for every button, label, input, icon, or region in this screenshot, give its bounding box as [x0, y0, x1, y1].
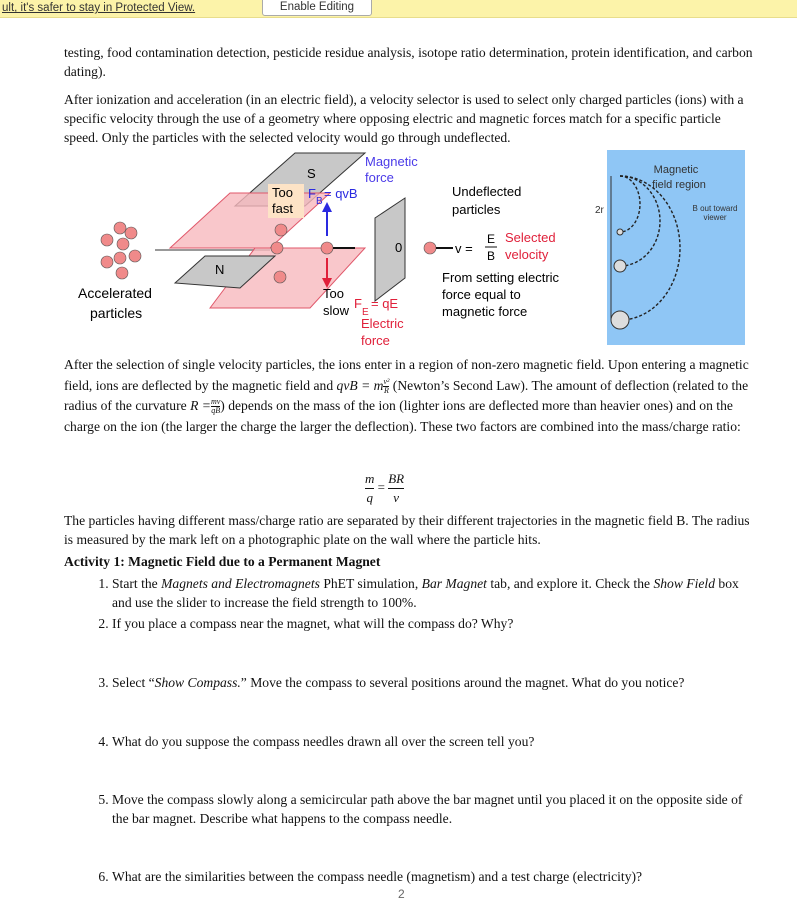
- enable-editing-button[interactable]: Enable Editing: [262, 0, 372, 16]
- too-slow-2: slow: [323, 303, 350, 318]
- n-label: N: [215, 262, 225, 277]
- from-3: magnetic force: [442, 304, 528, 319]
- from-2: force equal to: [442, 287, 521, 302]
- field-region-2: field region: [652, 179, 706, 191]
- t: box and use the slider to increase the field strength to 100%.: [112, 576, 739, 610]
- activity-list-3: [64, 673, 752, 692]
- protected-view-banner: [0, 0, 797, 18]
- frac-den: R: [383, 385, 389, 395]
- b-out-1: B out toward: [692, 204, 738, 213]
- accelerated-particles-cluster: [101, 222, 141, 279]
- activity-list-5: [64, 790, 752, 828]
- p3-text-b: (Newton’s Second Law). The amount of deflection (related to the radius of the curvature: [64, 377, 749, 413]
- t: Start the: [112, 576, 162, 591]
- t: ” Move the compass to several positions around the magnet. What do you notice?: [240, 675, 685, 690]
- ratio-br: BR: [388, 470, 404, 489]
- selected-1: Selected: [505, 230, 556, 245]
- eq-qvb: qvB = m: [336, 377, 384, 393]
- slit-label: 0: [395, 240, 403, 255]
- magnetic-force-label-1: Magnetic: [365, 154, 418, 169]
- ratio-q: q: [366, 490, 373, 505]
- t: If you place a compass near the magnet, what will the compass do? Why?: [112, 616, 514, 631]
- t: PhET simulation,: [319, 576, 422, 591]
- too-fast-1: Too: [272, 185, 293, 200]
- fb-eq: = qvB: [324, 186, 358, 201]
- list-item: 6. What are the similarities between the compass needle (magnetism) and a test charge (electricity)?: [112, 867, 752, 886]
- t: Magnets and Electromagnets: [161, 576, 320, 591]
- field-region-1: Magnetic: [653, 164, 699, 176]
- p3-text-a: After the selection of single velocity particles, the ions enter in a region of non-zero magnetic field. Upon entering a magnetic field, ions are deflected by the magnetic field and: [64, 357, 749, 393]
- t: Show Field: [653, 576, 715, 591]
- v-num: E: [487, 232, 496, 246]
- too-slow-1: Too: [323, 286, 344, 301]
- fb-label: F: [308, 186, 316, 201]
- list-item: [112, 574, 752, 612]
- undeflected-1: Undeflected: [452, 184, 522, 199]
- paragraph-1: testing, food contamination detection, pesticide residue analysis, isotope ratio determination, protein identification, and carbon dating).: [64, 45, 753, 79]
- frac-mv-qb: [211, 398, 220, 415]
- ratio-m: m: [365, 470, 374, 489]
- mass-charge-ratio-equation: [365, 470, 404, 507]
- list-item: [112, 614, 752, 633]
- fe-sub: E: [362, 307, 369, 318]
- paragraph-2: After ionization and acceleration (in an electric field), a velocity selector is used to select only charged particles (ions) with a specific velocity through the use of a geometry where opposing electric and magnetic forces match for a specific particle speed. Only the particles with the selected velocity would go through undeflected.: [64, 92, 744, 145]
- banner-message[interactable]: ult, it's safer to stay in Protected View.: [2, 2, 196, 14]
- frac-num: mv: [210, 397, 221, 407]
- accelerated-label-1: Accelerated: [78, 285, 152, 301]
- two-r-label: 2r: [595, 205, 604, 216]
- p3-text-c: ) depends on the mass of the ion (lighter ions are deflected more than heavier ones) and on the charge on the ion (the larger the charge the larger the deflection). These two factors are combined into the mass/charge ratio:: [64, 398, 741, 434]
- b-out-2: viewer: [703, 213, 727, 222]
- s-label: S: [307, 166, 316, 181]
- undeflected-2: particles: [452, 202, 501, 217]
- list-item: 5. Move the compass slowly along a semicircular path above the bar magnet until you placed it on the opposite side of the bar magnet. Describe what happens to the compass needle.: [112, 790, 752, 828]
- fe-eq: = qE: [371, 296, 399, 311]
- fe-label: F: [354, 296, 362, 311]
- t: tab, and explore it. Check the: [486, 576, 654, 591]
- electric-force-2: force: [361, 333, 390, 348]
- frac-den: qB: [211, 406, 221, 416]
- activity-heading: Activity 1: Magnetic Field due to a Permanent Magnet: [64, 554, 381, 569]
- t: Bar Magnet: [421, 576, 487, 591]
- paragraph-4: The particles having different mass/charge ratio are separated by their different trajectories in the magnetic field B. The radius is measured by the mark left on a photographic plate on the wall where the particle hits.: [64, 513, 750, 547]
- activity-list-6: [64, 867, 752, 886]
- t: Show Compass.: [154, 675, 241, 690]
- paragraph-3: [64, 355, 754, 437]
- from-1: From setting electric: [442, 270, 560, 285]
- list-item: 4. What do you suppose the compass needles drawn all over the screen tell you?: [112, 732, 752, 751]
- selected-2: velocity: [505, 247, 549, 262]
- too-fast-2: fast: [272, 201, 293, 216]
- v-eq: v =: [455, 241, 473, 256]
- positive-plate: [170, 193, 330, 248]
- fb-sub: B: [316, 196, 323, 207]
- magnetic-force-label-2: force: [365, 170, 394, 185]
- list-item: [112, 673, 752, 692]
- page-number: 2: [398, 887, 405, 901]
- activity-list-1: [64, 574, 752, 633]
- frac-num: v²: [383, 376, 390, 386]
- activity-list-4: [64, 732, 752, 751]
- v-den: B: [487, 249, 496, 263]
- ratio-v: v: [393, 490, 400, 505]
- eq-r: R =: [190, 398, 211, 413]
- velocity-selector-diagram: [75, 148, 755, 350]
- electric-force-1: Electric: [361, 316, 404, 331]
- magnetic-field-region-panel: [595, 150, 745, 345]
- ratio-equals: =: [377, 479, 385, 495]
- t: Select “: [112, 675, 155, 690]
- accelerated-label-2: particles: [90, 305, 143, 321]
